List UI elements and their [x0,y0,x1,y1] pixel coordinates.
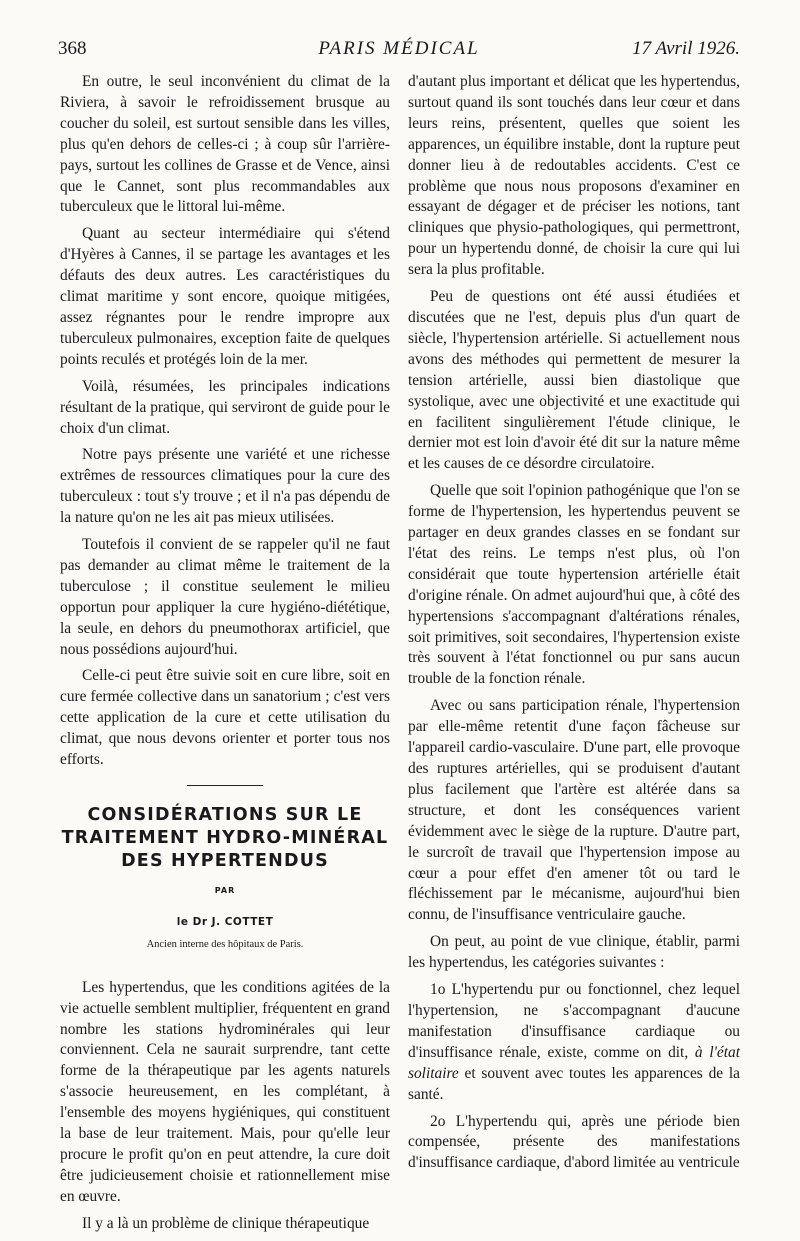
item1-text: 1o L'hypertendu pur ou fonctionnel, chez lequel l'hypertension, ne s'accompagnant d'aucune manifestation d'insuffisance cardiaque ou d'insuffisance rénale, existe, comme on dit, [408,981,740,1061]
paragraph: Il y a là un problème de clinique thérapeutique [82,1214,370,1232]
paragraph: Avec ou sans participation rénale, l'hypertension par elle-même retentit d'une façon fâcheuse sur l'appareil cardio-vasculaire. D'une part, elle provoque des ruptures artérielles, qui se produisent d'autant plus facilement que l'artère est altérée dans sa structure, et dont les conséquences varient évidemment avec le siège de la rupture. D'autre part, le surcroît de travail que l'hypertension impose au cœur a pour effet d'en amener tôt ou tard le fléchissement par le mécanisme, aujourd'hui bien connu, de l'insuffisance ventriculaire gauche. [408,697,740,924]
paragraph: Quant au secteur intermédiaire qui s'étend d'Hyères à Cannes, il se partage les avantages et les défauts des deux autres. Les caractéristiques du climat maritime y sont encore, quoique mitigées, assez régnantes pour le rendre impropre aux tuberculeux pulmonaires, exception faite de quelques points reculés et protégés loin de la mer. [60,225,390,368]
right-column [408,72,740,1180]
paragraph: En outre, le seul inconvénient du climat de la Riviera, à savoir le refroidissement brusque au coucher du soleil, est surtout sensible dans les villes, plus qu'en dehors de celles-ci ; à coup sûr l'arrière-pays, surtout les collines de Grasse et de Vence, ainsi que le Cannet, sont plus recommandables aux tuberculeux que le littoral lui-même. [60,73,390,216]
paragraph: Celle-ci peut être suivie soit en cure libre, soit en cure fermée collective dans un sanatorium ; c'est vers cette application de la cure et cette utilisation du climat, que nous devons orienter et porter tous nos efforts. [60,667,390,769]
item1-text-end: et souvent avec toutes les apparences de la santé. [408,1064,740,1103]
item1-emphasis: à l'état solitaire [408,1043,740,1082]
paragraph: Notre pays présente une variété et une richesse extrêmes de ressources climatiques pour la cure des tuberculeux : tout s'y trouve ; et il n'a pas dépendu de la nature qu'on ne les ait pas mieux utilisées. [60,446,390,527]
author-affiliation: Ancien interne des hôpitaux de Paris. [146,938,304,950]
running-header [58,38,740,68]
article-title: CONSIDÉRATIONS SUR LE TRAITEMENT HYDRO-MINÉRAL DES HYPERTENDUS [61,805,389,871]
paragraph: Quelle que soit l'opinion pathogénique que l'on se forme de l'hypertension, les hypertendus peuvent se partager en deux grandes classes en se fondant sur l'état des reins. Le temps n'est plus, où l'on considérait que toute hypertension artérielle était d'origine rénale. On admet aujourd'hui que, à côté des hypertensions s'accompagnant d'altérations rénales, soit primitives, soit secondaires, l'hypertension existe très souvent à l'état fonctionnel ou pur sans aucun trouble de la fonction rénale. [408,482,740,688]
journal-title: PARIS MÉDICAL [318,38,480,59]
article-author: le Dr J. COTTET [176,915,274,928]
paragraph: On peut, au point de vue clinique, établir, parmi les hypertendus, les catégories suivantes : [408,933,740,972]
paragraph: d'autant plus important et délicat que les hypertendus, surtout quand ils sont touchés dans leur cœur et dans leurs reins, présentent, quelles que soient les apparences, un équilibre instable, dont la rupture peut donner lieu à de redoutables accidents. C'est ce problème que nous nous proposons d'examiner en essayant de dégager et de préciser les notions, tant cliniques que physio-pathologiques, qui permettront, pour un hypertendu donné, de choisir la cure qui lui sera la plus profitable. [408,73,740,279]
section-divider [187,785,263,786]
paragraph: Voilà, résumées, les principales indications résultant de la pratique, qui serviront de guide pour le choix d'un climat. [60,377,390,437]
byline-par: PAR [214,886,236,895]
issue-date: 17 Avril 1926. [632,38,740,59]
list-item-2: 2o L'hypertendu qui, après une période bien compensée, présente des manifestations d'insuffisance cardiaque, d'abord limitée au ventricule [408,1112,740,1172]
left-column [60,72,390,1241]
list-item-1 [408,980,740,1105]
page-number: 368 [58,38,87,59]
paragraph: Toutefois il convient de se rappeler qu'il ne faut pas demander au climat même le traitement de la tuberculose ; il constitue seulement le milieu opportun pour appliquer la cure hygiéno-diététique, la seule, en dehors du pneumothorax artificiel, que nous possédions aujourd'hui. [60,536,390,658]
paragraph: Les hypertendus, que les conditions agitées de la vie actuelle semblent multiplier, fréquentent en grand nombre les stations hydrominérales qui leur conviennent. Cela ne saurait surprendre, tant cette forme de la thérapeutique par les agents naturels s'associe heureusement, en les complétant, à l'ensemble des moyens hygiéniques, qui constituent la base de leur traitement. Mais, pour qu'elle leur procure le profit qu'on en peut attendre, la cure doit être judicieusement choisie et rationnellement mise en œuvre. [60,978,390,1205]
paragraph: Peu de questions ont été aussi étudiées et discutées que ne l'est, depuis plus d'un quart de siècle, l'hypertension artérielle. Si actuellement nous avons des méthodes qui permettent de mesurer la tension artérielle, aussi bien diastolique que systolique, avec une objectivité et une exactitude qui en facilitent singulièrement l'étude clinique, le dernier mot est loin d'avoir été dit sur la nature même et les causes de ce désordre circulatoire. [408,288,740,473]
